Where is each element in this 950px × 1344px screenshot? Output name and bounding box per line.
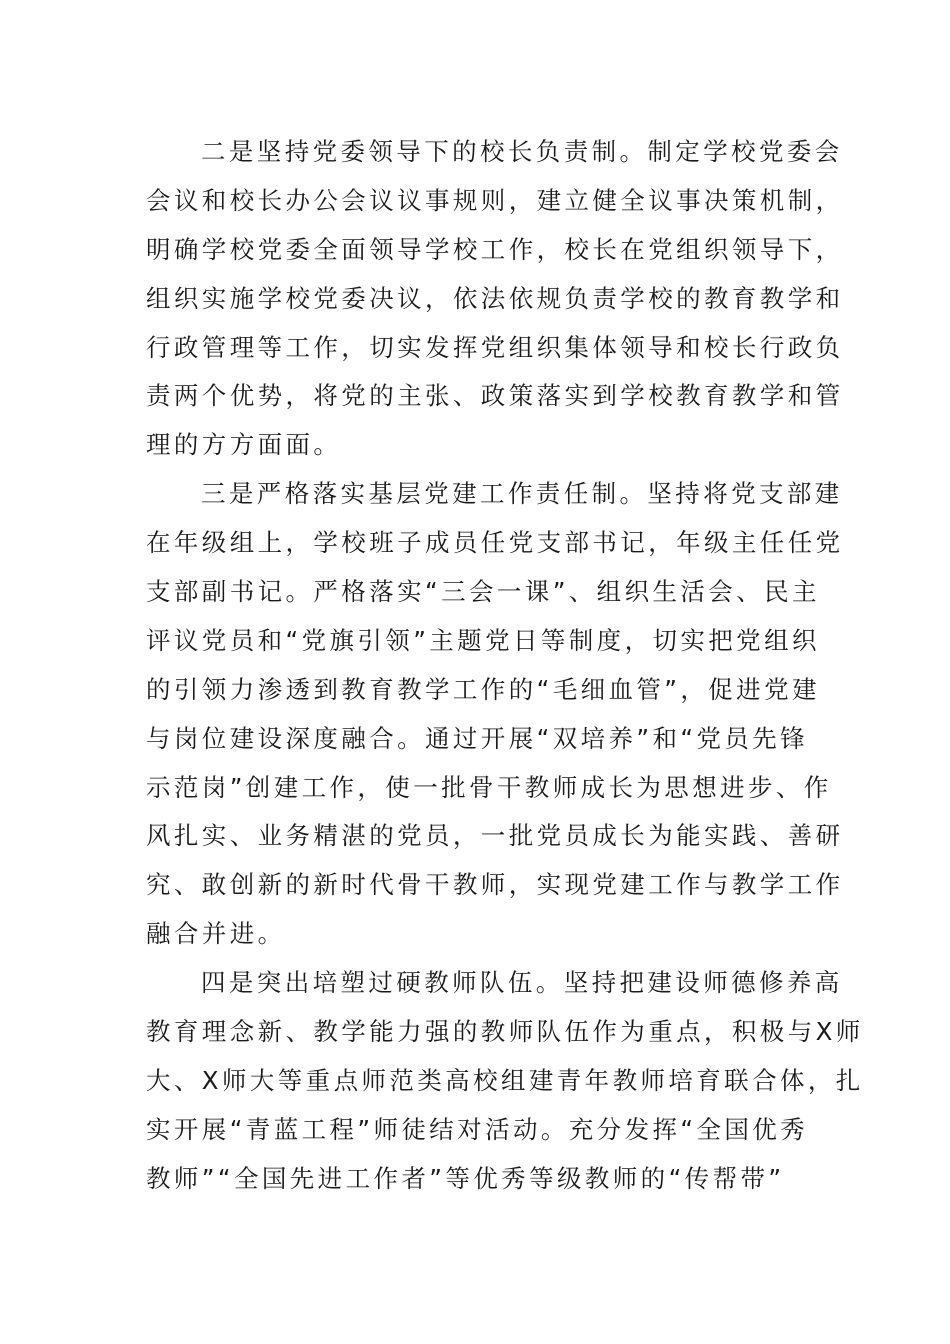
paragraph-line: 组织实施学校党委决议，依法依规负责学校的教育教学和 bbox=[146, 283, 844, 313]
paragraph-line: 理的方方面面。 bbox=[146, 430, 342, 460]
paragraph-line: 究、敢创新的新时代骨干教师，实现党建工作与教学工作 bbox=[146, 870, 844, 900]
document-body bbox=[146, 128, 864, 1204]
paragraph-party-building-responsibility bbox=[146, 470, 844, 959]
paragraph-line: 会议和校长办公会议议事规则，建立健全议事决策机制， bbox=[146, 185, 844, 215]
paragraph-line: 实开展“青蓝工程”师徒结对活动。充分发挥“全国优秀 bbox=[146, 1114, 809, 1144]
paragraph-line: 教师”“全国先进工作者”等优秀等级教师的“传帮带” bbox=[146, 1163, 785, 1193]
paragraph-line: 三是严格落实基层党建工作责任制。坚持将党支部建 bbox=[201, 479, 843, 509]
paragraph-line: 在年级组上，学校班子成员任党支部书记，年级主任任党 bbox=[146, 528, 844, 558]
paragraph-line: 明确学校党委全面领导学校工作，校长在党组织领导下， bbox=[146, 234, 844, 264]
paragraph-line: 四是突出培塑过硬教师队伍。坚持把建设师德修养高 bbox=[201, 968, 843, 998]
paragraph-line: 融合并进。 bbox=[146, 919, 286, 949]
paragraph-line: 支部副书记。严格落实“三会一课”、组织生活会、民主 bbox=[146, 577, 820, 607]
paragraph-line: 责两个优势，将党的主张、政策落实到学校教育教学和管 bbox=[146, 381, 844, 411]
paragraph-teacher-team bbox=[146, 959, 864, 1203]
paragraph-line: 风扎实、业务精湛的党员，一批党员成长为能实践、善研 bbox=[146, 821, 844, 851]
paragraph-line: 评议党员和“党旗引领”主题党日等制度，切实把党组织 bbox=[146, 625, 820, 655]
paragraph-line: 大、X师大等重点师范类高校组建青年教师培育联合体，扎 bbox=[146, 1065, 864, 1095]
paragraph-line: 示范岗”创建工作，使一批骨干教师成长为思想进步、作 bbox=[146, 772, 832, 802]
paragraph-line: 二是坚持党委领导下的校长负责制。制定学校党委会 bbox=[201, 137, 843, 166]
paragraph-line: 教育理念新、教学能力强的教师队伍作为重点，积极与X师 bbox=[146, 1017, 864, 1047]
paragraph-line: 行政管理等工作，切实发挥党组织集体领导和校长行政负 bbox=[146, 332, 844, 362]
paragraph-line: 与岗位建设深度融合。通过开展“双培养”和“党员先锋 bbox=[146, 723, 809, 753]
paragraph-line: 的引领力渗透到教育教学工作的“毛细血管”，促进党建 bbox=[146, 674, 820, 704]
paragraph-principal-responsibility bbox=[146, 128, 844, 470]
